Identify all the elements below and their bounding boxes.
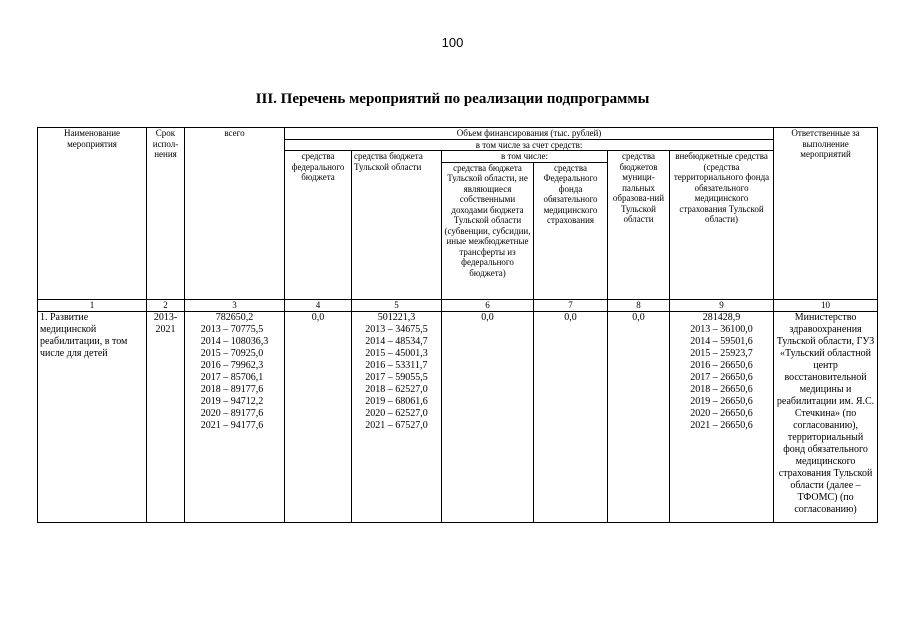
year-value: 26650,6 — [720, 383, 753, 395]
municipal-cell: 0,0 — [608, 311, 670, 522]
year-label: 2013 — [200, 323, 221, 335]
year-label: 2019 — [690, 395, 711, 407]
year-value: 34675,5 — [395, 323, 428, 335]
year-value: 26650,6 — [720, 371, 753, 383]
year-value: 36100,0 — [720, 323, 753, 335]
year-value: 94177,6 — [230, 419, 264, 431]
year-line — [365, 348, 428, 360]
year-label: 2013 — [690, 323, 711, 335]
header-name: Наименование мероприятия — [38, 128, 147, 300]
year-dash: – — [710, 407, 721, 419]
year-dash: – — [710, 323, 721, 335]
year-label: 2021 — [690, 419, 711, 431]
year-line — [201, 372, 269, 384]
column-number: 10 — [774, 299, 878, 311]
year-dash: – — [385, 383, 396, 395]
header-regional-own: средства бюджета Тульской области, не являющиеся собственными доходами бюджета Тульской области (субвенции, субсидии, иные межбюджетные трансферты из федерального бюджета) — [442, 162, 534, 299]
header-federal: средства федерального бюджета — [285, 151, 352, 300]
activities-table — [37, 127, 878, 523]
year-dash: – — [385, 419, 396, 431]
header-row-1 — [38, 128, 878, 140]
year-line — [690, 336, 753, 348]
year-dash: – — [710, 359, 721, 371]
year-value: 25923,7 — [720, 347, 753, 359]
year-line — [201, 408, 269, 420]
regional-years — [365, 324, 428, 432]
column-number: 3 — [185, 299, 285, 311]
regional-cell — [352, 311, 442, 522]
year-value: 108036,3 — [230, 335, 269, 347]
year-value: 85706,1 — [230, 371, 264, 383]
year-dash: – — [220, 347, 231, 359]
column-number: 6 — [442, 299, 534, 311]
year-dash: – — [220, 335, 231, 347]
year-line — [201, 324, 269, 336]
year-value: 79962,3 — [230, 359, 264, 371]
total-years — [201, 324, 269, 432]
year-line — [690, 324, 753, 336]
year-dash: – — [220, 323, 231, 335]
header-extrabudget: внебюджетные средства (средства территориального фонда обязательного медицинского страхования Тульской области) — [670, 151, 774, 300]
year-value: 89177,6 — [230, 383, 264, 395]
column-number: 8 — [608, 299, 670, 311]
year-label: 2021 — [365, 419, 386, 431]
year-dash: – — [220, 383, 231, 395]
header-federal-fund: средства Федерального фонда обязательного медицинского страхования — [534, 162, 608, 299]
year-value: 70775,5 — [230, 323, 264, 335]
year-dash: – — [220, 407, 231, 419]
year-value: 94712,2 — [230, 395, 264, 407]
year-dash: – — [385, 395, 396, 407]
activity-name: 1. Развитие медицинской реабилитации, в том числе для детей — [38, 311, 147, 522]
year-line — [365, 360, 428, 372]
year-dash: – — [220, 395, 231, 407]
header-responsible: Ответственные за выполнение мероприятий — [774, 128, 878, 300]
header-funding-volume: Объем финансирования (тыс. рублей) — [285, 128, 774, 140]
year-label: 2015 — [200, 347, 221, 359]
year-dash: – — [385, 371, 396, 383]
year-line — [365, 336, 428, 348]
federal-cell: 0,0 — [285, 311, 352, 522]
header-municipal: средства бюджетов муници-пальных образова-ний Тульской области — [608, 151, 670, 300]
header-including-sources: в том числе за счет средств: — [285, 139, 774, 151]
header-regional: средства бюджета Тульской области — [352, 151, 442, 300]
regional-own-cell: 0,0 — [442, 311, 534, 522]
year-dash: – — [385, 407, 396, 419]
year-value: 59501,6 — [720, 335, 753, 347]
year-label: 2020 — [200, 407, 221, 419]
column-number: 7 — [534, 299, 608, 311]
extrabudget-cell — [670, 311, 774, 522]
year-label: 2018 — [200, 383, 221, 395]
year-dash: – — [385, 323, 396, 335]
year-line — [690, 360, 753, 372]
year-label: 2014 — [200, 335, 221, 347]
year-dash: – — [710, 335, 721, 347]
year-line — [690, 396, 753, 408]
header-total: всего — [185, 128, 285, 300]
year-label: 2016 — [365, 359, 386, 371]
year-dash: – — [710, 371, 721, 383]
year-line — [201, 384, 269, 396]
column-number-row — [38, 299, 878, 311]
year-value: 48534,7 — [395, 335, 428, 347]
total-cell — [185, 311, 285, 522]
column-number: 4 — [285, 299, 352, 311]
year-line — [690, 420, 753, 432]
year-value: 26650,6 — [720, 395, 753, 407]
year-dash: – — [220, 371, 231, 383]
column-number: 1 — [38, 299, 147, 311]
responsible-cell: Министерство здравоохранения Тульской области, ГУЗ «Тульский областной центр восстановительной медицины и реабилитации им. Я.С. Стечкина» (по согласованию), территориальный фонд обязательного медицинского страхования Тульской области (далее – ТФОМС) (по согласованию) — [774, 311, 878, 522]
year-value: 26650,6 — [720, 359, 753, 371]
federal-fund-cell: 0,0 — [534, 311, 608, 522]
year-line — [365, 384, 428, 396]
year-label: 2017 — [200, 371, 221, 383]
page-number: 100 — [441, 35, 464, 50]
year-line — [365, 324, 428, 336]
year-label: 2017 — [365, 371, 386, 383]
column-number: 2 — [147, 299, 185, 311]
year-line — [365, 408, 428, 420]
year-line — [201, 336, 269, 348]
year-label: 2014 — [690, 335, 711, 347]
year-label: 2014 — [365, 335, 386, 347]
year-dash: – — [710, 419, 721, 431]
year-dash: – — [385, 347, 396, 359]
year-dash: – — [220, 419, 231, 431]
year-label: 2016 — [690, 359, 711, 371]
year-line — [201, 420, 269, 432]
year-value: 68061,6 — [395, 395, 428, 407]
year-value: 62527,0 — [395, 383, 428, 395]
extrabudget-sum: 281428,9 — [702, 311, 741, 323]
header-including: в том числе: — [442, 151, 608, 163]
year-value: 53311,7 — [395, 359, 428, 371]
total-sum: 782650,2 — [215, 311, 254, 323]
column-number: 5 — [352, 299, 442, 311]
year-dash: – — [710, 383, 721, 395]
year-label: 2019 — [200, 395, 221, 407]
year-label: 2018 — [690, 383, 711, 395]
year-label: 2020 — [690, 407, 711, 419]
year-value: 89177,6 — [230, 407, 264, 419]
year-line — [365, 420, 428, 432]
regional-sum: 501221,3 — [377, 311, 416, 323]
year-line — [201, 348, 269, 360]
year-label: 2019 — [365, 395, 386, 407]
extrabudget-years — [690, 324, 753, 432]
year-dash: – — [385, 359, 396, 371]
section-heading: III. Перечень мероприятий по реализации подпрограммы — [255, 91, 650, 107]
column-number: 9 — [670, 299, 774, 311]
year-value: 62527,0 — [395, 407, 428, 419]
year-value: 67527,0 — [395, 419, 428, 431]
year-value: 70925,0 — [230, 347, 264, 359]
year-line — [365, 372, 428, 384]
activity-term: 2013-2021 — [147, 311, 185, 522]
year-line — [201, 360, 269, 372]
year-dash: – — [710, 395, 721, 407]
year-label: 2018 — [365, 383, 386, 395]
year-label: 2016 — [200, 359, 221, 371]
year-line — [690, 408, 753, 420]
year-label: 2017 — [690, 371, 711, 383]
year-label: 2020 — [365, 407, 386, 419]
year-line — [201, 396, 269, 408]
header-term: Срок испол-нения — [147, 128, 185, 300]
year-dash: – — [385, 335, 396, 347]
year-value: 26650,6 — [720, 419, 753, 431]
year-value: 26650,6 — [720, 407, 753, 419]
year-label: 2013 — [365, 323, 386, 335]
year-dash: – — [710, 347, 721, 359]
year-label: 2021 — [200, 419, 221, 431]
year-value: 45001,3 — [395, 347, 428, 359]
activity-row — [38, 311, 878, 522]
year-label: 2015 — [690, 347, 711, 359]
year-line — [365, 396, 428, 408]
year-value: 59055,5 — [395, 371, 428, 383]
year-line — [690, 348, 753, 360]
year-line — [690, 372, 753, 384]
year-label: 2015 — [365, 347, 386, 359]
year-dash: – — [220, 359, 231, 371]
year-line — [690, 384, 753, 396]
